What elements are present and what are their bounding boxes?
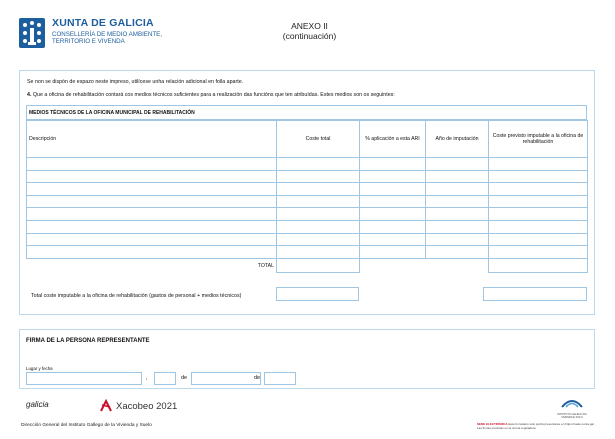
total-label: TOTAL	[27, 258, 277, 272]
grand-total-cost-field[interactable]	[276, 287, 359, 301]
sede-label: SEDE ELECTRÓNICA	[477, 422, 508, 426]
total-spacer	[426, 258, 489, 272]
col-year: Año de imputación	[426, 121, 489, 158]
total-cost-cell[interactable]	[277, 233, 360, 246]
org-title: XUNTA DE GALICIA	[52, 17, 154, 29]
page-footer	[19, 392, 595, 437]
year-cell[interactable]	[426, 233, 489, 246]
year-cell[interactable]	[426, 158, 489, 171]
table-row	[27, 208, 588, 221]
grand-total-label: Total coste imputable a la oficina de rehabilitación (gastos de personal + medios técnicos)	[31, 293, 242, 299]
total-cost-cell[interactable]	[277, 220, 360, 233]
galicia-logo: galicia	[26, 400, 49, 409]
total-cost-cell[interactable]	[277, 183, 360, 196]
total-cost-cell[interactable]	[277, 246, 360, 259]
page-header	[0, 0, 615, 70]
de-separator-1: de	[181, 375, 188, 381]
description-cell[interactable]	[27, 195, 277, 208]
table-row	[27, 170, 588, 183]
day-field[interactable]	[154, 372, 176, 385]
imputable-cost-cell[interactable]	[489, 183, 588, 196]
item-4-text	[27, 92, 395, 98]
ari-percentage-cell[interactable]	[360, 183, 426, 196]
description-cell[interactable]	[27, 170, 277, 183]
item-number: 4.	[27, 92, 32, 98]
description-cell[interactable]	[27, 233, 277, 246]
year-cell[interactable]	[426, 170, 489, 183]
ari-percentage-cell[interactable]	[360, 158, 426, 171]
ari-percentage-cell[interactable]	[360, 220, 426, 233]
imputable-cost-cell[interactable]	[489, 208, 588, 221]
year-cell[interactable]	[426, 183, 489, 196]
space-note: Se non se dispón de espazo neste impreso, utilícese unha relación adicional en folla aparte.	[27, 79, 244, 85]
year-field[interactable]	[264, 372, 296, 385]
total-cost-cell[interactable]	[277, 208, 360, 221]
imputable-cost-cell[interactable]	[489, 158, 588, 171]
table-section-title: MEDIOS TÉCNICOS DE LA OFICINA MUNICIPAL DE REHABILITACIÓN	[26, 105, 587, 120]
fine-print-text: Este formulario sólo podrá presentarse en https://sede.xunta.gal · Las firmas previstas en la norma reguladora	[477, 422, 596, 430]
xunta-logo	[18, 17, 162, 49]
imputable-cost-cell[interactable]	[489, 246, 588, 259]
annex-title: ANEXO II	[291, 21, 328, 31]
table-row	[27, 195, 588, 208]
xacobeo-logo	[99, 399, 177, 413]
imputable-cost-sum[interactable]	[489, 258, 588, 272]
ari-percentage-cell[interactable]	[360, 170, 426, 183]
total-cost-cell[interactable]	[277, 195, 360, 208]
table-row	[27, 183, 588, 196]
description-cell[interactable]	[27, 246, 277, 259]
total-row	[27, 258, 588, 272]
signature-section	[19, 329, 595, 389]
col-description: Descripción	[27, 121, 277, 158]
ari-percentage-cell[interactable]	[360, 195, 426, 208]
fine-print	[477, 423, 597, 430]
xacobeo-text: Xacobeo 2021	[116, 400, 178, 412]
year-cell[interactable]	[426, 195, 489, 208]
year-cell[interactable]	[426, 246, 489, 259]
item-description: Que a oficina de rehabilitación contará cos medios técnicos suficientes para a realización das funcións que ten atribuídas. Estes medios son os seguintes:	[32, 92, 395, 98]
table-header-row	[27, 121, 588, 158]
table-row	[27, 158, 588, 171]
imputable-cost-cell[interactable]	[489, 170, 588, 183]
description-cell[interactable]	[27, 208, 277, 221]
annex-subtitle: (continuación)	[282, 31, 337, 41]
year-cell[interactable]	[426, 220, 489, 233]
table-row	[27, 246, 588, 259]
description-cell[interactable]	[27, 220, 277, 233]
total-spacer	[360, 258, 426, 272]
total-cost-cell[interactable]	[277, 158, 360, 171]
comma-separator: ,	[146, 375, 148, 381]
annex-heading	[262, 21, 357, 41]
imputable-cost-cell[interactable]	[489, 195, 588, 208]
month-field[interactable]	[191, 372, 261, 385]
org-subtitle-2: TERRITORIO E VIVENDA	[52, 38, 125, 46]
table-row	[27, 220, 588, 233]
xacobeo-icon	[99, 399, 113, 413]
ari-percentage-cell[interactable]	[360, 208, 426, 221]
total-cost-cell[interactable]	[277, 170, 360, 183]
ari-percentage-cell[interactable]	[360, 233, 426, 246]
imputable-cost-cell[interactable]	[489, 233, 588, 246]
col-total-cost: Coste total	[277, 121, 360, 158]
total-cost-sum[interactable]	[277, 258, 360, 272]
place-date-label: Lugar y fecha	[26, 366, 53, 371]
institute-name: Dirección General del Instituto Gallego de la Vivienda y Suelo	[21, 423, 152, 428]
igvs-icon	[561, 398, 583, 408]
org-subtitle-1: CONSELLERÍA DE MEDIO AMBIENTE,	[52, 31, 163, 38]
table-row	[27, 233, 588, 246]
ari-percentage-cell[interactable]	[360, 246, 426, 259]
igvs-logo	[555, 395, 589, 419]
technical-means-table	[26, 120, 588, 273]
year-cell[interactable]	[426, 208, 489, 221]
signature-title: FIRMA DE LA PERSONA REPRESENTANTE	[26, 338, 150, 344]
xunta-shield-icon	[18, 17, 46, 49]
col-imputable-cost: Coste previsto imputable a la oficina de rehabilitación	[489, 121, 588, 158]
imputable-cost-cell[interactable]	[489, 220, 588, 233]
technical-means-section	[19, 70, 595, 315]
description-cell[interactable]	[27, 183, 277, 196]
grand-total-imputable-field[interactable]	[483, 287, 587, 301]
place-field[interactable]	[26, 372, 142, 385]
igvs-text: INSTITUTO GALEGO DA VIVENDA E SOLO	[557, 413, 587, 419]
col-ari-percentage: % aplicación a esta ARI	[360, 121, 426, 158]
de-separator-2: de	[254, 375, 261, 381]
description-cell[interactable]	[27, 158, 277, 171]
